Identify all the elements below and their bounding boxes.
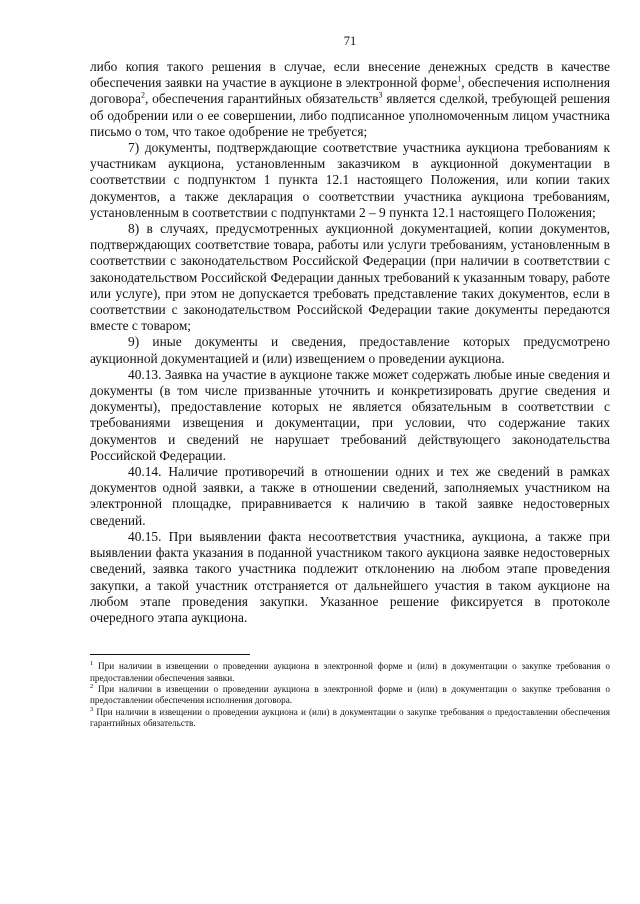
paragraph-1 bbox=[90, 59, 610, 140]
footnote-2 bbox=[90, 684, 610, 707]
paragraph-text: , обеспечения гарантийных обязательств bbox=[144, 91, 379, 107]
body-text bbox=[90, 59, 610, 626]
paragraph-text: 40.14. Наличие противоречий в отношении одних и тех же сведений в рамках документов одной заявки, а также в отношении сведений, заполняемых участником на электронной площадке, приравнивается к наличию в такой заявке недостоверных сведений. bbox=[90, 464, 610, 528]
paragraph-text: является сделкой, требующей решения об одобрении или о ее совершении, либо подписанное уполномоченным лицом участника письмо о том, что такое одобрение не требуется; bbox=[90, 91, 610, 139]
paragraph-text: 8) в случаях, предусмотренных аукционной документацией, копии документов, подтверждающих соответствие товара, работы или услуги требованиям, установленным в соответствии с законодательством Российской Федерации (при наличии в соответствии с законодательством Российской Федерации данных требований к указанным товару, работе или услуге), при этом не допускается требовать представление таких документов, если в соответствии с законодательством Российской Федерации такие документы передаются вместе с товаром; bbox=[90, 221, 610, 334]
footnote-text: При наличии в извещении о проведении аукциона в электронной форме и (или) в документации о закупке требования о предоставлении обеспечения исполнения договора. bbox=[90, 683, 610, 706]
paragraph-4 bbox=[90, 334, 610, 366]
footnote-marker: 1 bbox=[457, 74, 462, 84]
document-page bbox=[90, 34, 610, 730]
paragraph-7 bbox=[90, 529, 610, 626]
footnote-number: 1 bbox=[90, 660, 94, 668]
footnote-marker: 3 bbox=[378, 90, 383, 100]
paragraph-5 bbox=[90, 367, 610, 464]
footnote-text: При наличии в извещении о проведении аукциона в электронной форме и (или) в документации о закупке требования о предоставлении обеспечения заявки. bbox=[90, 661, 610, 683]
paragraph-2 bbox=[90, 140, 610, 221]
paragraph-text: , обеспечения исполнения договора bbox=[90, 75, 610, 107]
paragraph-text: 9) иные документы и сведения, предоставление которых предусмотрено аукционной документацией и (или) извещением о проведении аукциона. bbox=[90, 334, 610, 366]
footnote-number: 2 bbox=[90, 682, 94, 690]
paragraph-6 bbox=[90, 464, 610, 529]
footnote-3 bbox=[90, 707, 610, 730]
footnotes bbox=[90, 661, 610, 729]
paragraph-text: 7) документы, подтверждающие соответствие участника аукциона требованиям к участникам аукциона, установленным заказчиком в аукционной документации в соответствии с подпунктом 1 пункта 12.1 настоящего Положения, или копии таких документов, а также декларация о соответствии участника аукциона требованиям, установленным в соответствии с подпунктами 2 – 9 пункта 12.1 настоящего Положения; bbox=[90, 140, 610, 220]
footnote-separator bbox=[90, 654, 250, 655]
footnote-text: При наличии в извещении о проведении аукциона и (или) в документации о закупке требования о предоставлении обеспечения гарантийных обязательств. bbox=[90, 706, 610, 729]
paragraph-3 bbox=[90, 221, 610, 334]
footnote-1 bbox=[90, 661, 610, 684]
footnote-marker: 2 bbox=[140, 90, 145, 100]
paragraph-text: 40.13. Заявка на участие в аукционе также может содержать любые иные сведения и документы (в том числе призванные уточнить и конкретизировать другие сведения и документы), предоставление которых не является обязательным в соответствии с требованиями извещения и документации, при условии, что содержание таких документов и сведений не нарушает требований действующего законодательства Российской Федерации. bbox=[90, 366, 610, 463]
paragraph-text: 40.15. При выявлении факта несоответствия участника, аукциона, а также при выявлении факта указания в поданной участником такого аукциона заявке недостоверных сведений, заявка такого участника подлежит отклонению на любом этапе проведения закупки, а такой участник отстраняется от дальнейшего участия в таком аукционе на любом этапе проведения закупки. Указанное решение фиксируется в протоколе очередного этапа аукциона. bbox=[90, 528, 610, 625]
footnote-number: 3 bbox=[90, 705, 94, 713]
page-number: 71 bbox=[343, 34, 357, 48]
paragraph-text: либо копия такого решения в случае, если внесение денежных средств в качестве обеспечения заявки на участие в аукционе в электронной форме bbox=[90, 59, 610, 91]
